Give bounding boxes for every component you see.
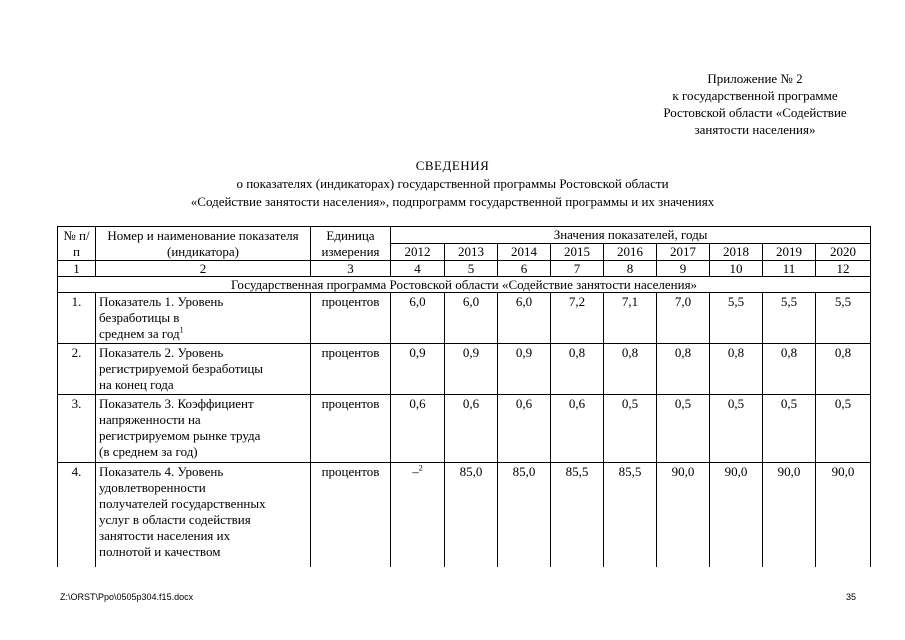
- column-number: 4: [391, 261, 445, 277]
- year-header: 2016: [604, 244, 657, 261]
- value-cell: 7,0: [657, 293, 710, 344]
- value-cell: 90,0: [710, 463, 763, 567]
- indicator-name: [96, 395, 311, 463]
- value-cell: 0,6: [551, 395, 604, 463]
- indicator-name-line: Показатель 1. Уровень: [99, 294, 224, 309]
- value-cell: 85,5: [604, 463, 657, 567]
- value-cell: 0,9: [391, 344, 445, 395]
- indicator-name: [96, 463, 311, 567]
- page-number: 35: [846, 592, 857, 602]
- indicator-rows: [58, 293, 871, 567]
- row-number: 2.: [58, 344, 96, 395]
- table-row: [58, 344, 871, 395]
- table-row: [58, 395, 871, 463]
- header-indicator-name: Номер и наименование показателя (индикатора): [96, 227, 311, 261]
- header-no: № п/п: [58, 227, 96, 261]
- indicator-name-line: регистрируемой безработицы: [99, 361, 264, 376]
- header-unit: Единица измерения: [311, 227, 391, 261]
- year-header: 2013: [445, 244, 498, 261]
- heading-line-2: «Содействие занятости населения», подпрограмм государственной программы и их значениях: [190, 194, 715, 209]
- value-cell: 0,8: [763, 344, 816, 395]
- indicator-name-line: удовлетворенности: [99, 480, 206, 495]
- value-cell: 85,0: [498, 463, 551, 567]
- column-number: 12: [816, 261, 871, 277]
- column-number: 7: [551, 261, 604, 277]
- footnote-mark: 2: [418, 463, 423, 473]
- value-cell: 90,0: [763, 463, 816, 567]
- value-cell: 0,5: [763, 395, 816, 463]
- year-header: 2014: [498, 244, 551, 261]
- value-cell: 6,0: [498, 293, 551, 344]
- value-cell: 7,2: [551, 293, 604, 344]
- year-header: 2012: [391, 244, 445, 261]
- column-number: 1: [58, 261, 96, 277]
- table-row: [58, 293, 871, 344]
- indicator-name-line: среднем за год$^1$: [99, 325, 184, 341]
- year-header: 2019: [763, 244, 816, 261]
- column-number: 2: [96, 261, 311, 277]
- appendix-line: к государственной программе: [672, 88, 838, 103]
- year-header: 2020: [816, 244, 871, 261]
- indicator-name-line: занятости населения их: [99, 528, 231, 543]
- indicator-name: [96, 344, 311, 395]
- indicator-name-line: регистрируемом рынке труда: [99, 428, 261, 443]
- value-cell: 0,6: [445, 395, 498, 463]
- value-cell: 90,0: [657, 463, 710, 567]
- indicator-name-line: полнотой и качеством: [99, 544, 221, 559]
- unit-cell: процентов: [311, 293, 391, 344]
- indicator-name-line: Показатель 3. Коэффициент: [99, 396, 254, 411]
- indicator-name-line: безработицы в: [99, 310, 180, 325]
- indicator-name-line: Показатель 2. Уровень: [99, 345, 224, 360]
- section-row: [58, 277, 871, 293]
- indicator-name-line: напряженности на: [99, 412, 201, 427]
- value-cell: 5,5: [816, 293, 871, 344]
- column-numbers-row: [58, 261, 871, 277]
- value-cell: 0,6: [391, 395, 445, 463]
- indicator-name-line: (в среднем за год): [99, 444, 198, 459]
- value-cell: 6,0: [445, 293, 498, 344]
- value-cell: 0,5: [604, 395, 657, 463]
- section-title: Государственная программа Ростовской области «Содействие занятости населения»: [58, 277, 871, 293]
- value-cell: 0,5: [816, 395, 871, 463]
- row-number: 3.: [58, 395, 96, 463]
- unit-cell: процентов: [311, 395, 391, 463]
- year-header: 2015: [551, 244, 604, 261]
- indicator-name-line: на конец года: [99, 377, 174, 392]
- value-cell: 0,5: [710, 395, 763, 463]
- year-header: 2018: [710, 244, 763, 261]
- appendix-line: занятости населения»: [694, 122, 816, 137]
- value-cell: –$^2$: [391, 463, 445, 567]
- document-title: СВЕДЕНИЯ: [415, 158, 490, 173]
- value-cell: 85,0: [445, 463, 498, 567]
- value-cell: 0,9: [445, 344, 498, 395]
- indicators-table: [57, 226, 871, 567]
- value-cell: 6,0: [391, 293, 445, 344]
- file-path: Z:\ORST\Ppo\0505p304.f15.docx: [60, 592, 194, 602]
- value-cell: 5,5: [710, 293, 763, 344]
- column-number: 3: [311, 261, 391, 277]
- unit-cell: процентов: [311, 344, 391, 395]
- value-cell: 7,1: [604, 293, 657, 344]
- column-number: 5: [445, 261, 498, 277]
- value-cell: 0,8: [710, 344, 763, 395]
- appendix-line: Приложение № 2: [707, 71, 803, 86]
- value-cell: 0,9: [498, 344, 551, 395]
- column-number: 11: [763, 261, 816, 277]
- column-number: 6: [498, 261, 551, 277]
- value-cell: 90,0: [816, 463, 871, 567]
- value-cell: 0,8: [604, 344, 657, 395]
- header-values: Значения показателей, годы: [391, 227, 871, 244]
- value-cell: 0,8: [816, 344, 871, 395]
- heading-line-1: о показателях (индикаторах) государственной программы Ростовской области: [236, 176, 669, 191]
- value-cell: 5,5: [763, 293, 816, 344]
- document-heading: [0, 157, 905, 211]
- value-cell: 0,8: [551, 344, 604, 395]
- value-cell: 0,8: [657, 344, 710, 395]
- unit-cell: процентов: [311, 463, 391, 567]
- value-cell: 0,5: [657, 395, 710, 463]
- column-number: 8: [604, 261, 657, 277]
- appendix-line: Ростовской области «Содействие: [663, 105, 847, 120]
- row-number: 1.: [58, 293, 96, 344]
- value-cell: 0,6: [498, 395, 551, 463]
- indicator-name-line: Показатель 4. Уровень: [99, 464, 224, 479]
- appendix-block: [600, 70, 905, 138]
- table-row: [58, 463, 871, 567]
- year-header: 2017: [657, 244, 710, 261]
- indicator-name-line: получателей государственных: [99, 496, 266, 511]
- column-number: 9: [657, 261, 710, 277]
- indicator-name-line: услуг в области содействия: [99, 512, 251, 527]
- footnote-mark: 1: [179, 325, 184, 335]
- column-number: 10: [710, 261, 763, 277]
- value-cell: 85,5: [551, 463, 604, 567]
- indicator-name: [96, 293, 311, 344]
- row-number: 4.: [58, 463, 96, 567]
